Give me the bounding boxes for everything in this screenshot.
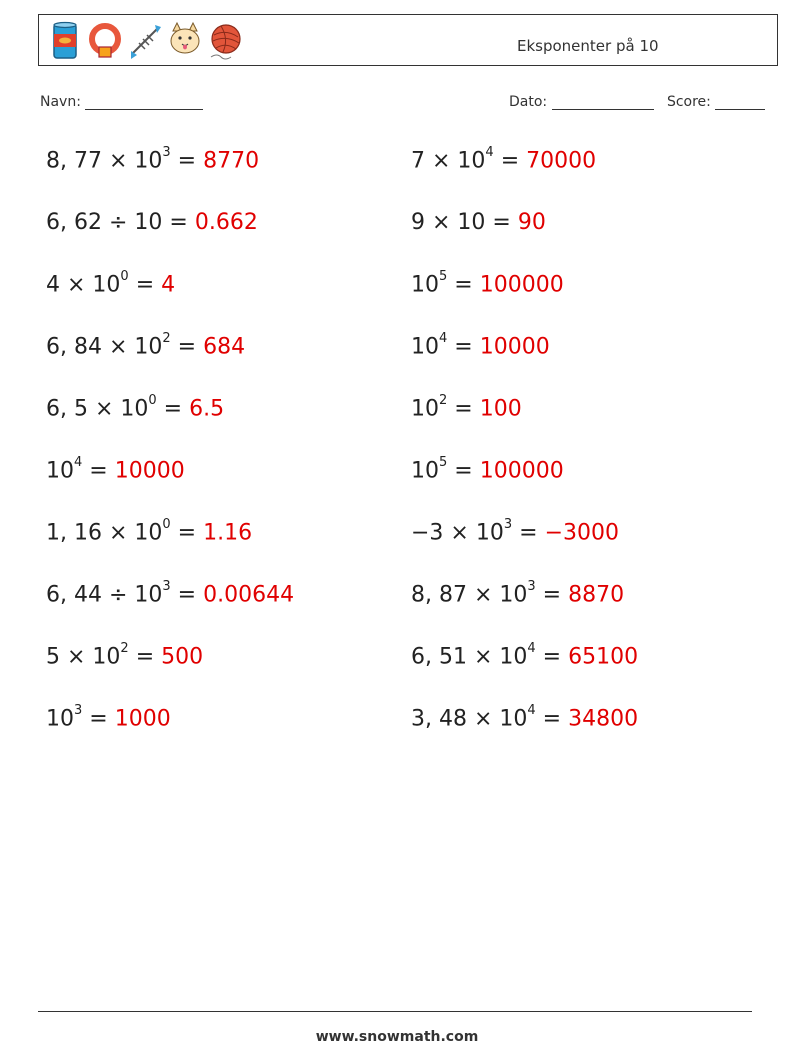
yarn-ball-icon	[207, 21, 243, 61]
name-label: Navn:	[40, 94, 81, 110]
problem-exponent: 4	[527, 703, 536, 718]
problem-exponent: 3	[503, 517, 513, 532]
header-box	[38, 14, 778, 66]
problem-expression: 6, 5 × 10	[46, 396, 149, 422]
problem-left-1	[46, 145, 260, 174]
problem-exponent: 4	[527, 641, 536, 656]
problem-exponent: 4	[74, 455, 83, 470]
problem-expression: 6, 44 ÷ 10	[46, 582, 163, 608]
equals-sign: =	[82, 458, 115, 484]
ring-icon	[87, 21, 123, 61]
problem-answer: 1000	[114, 706, 171, 732]
problem-right-7	[411, 517, 619, 546]
problem-exponent: 5	[439, 455, 448, 470]
problem-right-3	[411, 269, 564, 298]
problem-expression: 5 × 10	[46, 644, 121, 670]
problem-expression: −3 × 10	[411, 520, 504, 546]
equals-sign: =	[170, 520, 204, 546]
problem-answer: 100000	[479, 272, 564, 298]
problem-answer: 500	[161, 644, 204, 670]
equals-sign: =	[447, 458, 480, 484]
problem-exponent: 3	[162, 579, 171, 594]
problem-exponent: 3	[74, 703, 83, 718]
problem-answer: 8870	[568, 582, 625, 608]
problem-right-1	[411, 145, 597, 174]
equals-sign: =	[512, 520, 545, 546]
problem-exponent: 4	[485, 145, 494, 160]
problem-answer: 10000	[479, 334, 550, 360]
problem-answer: 1.16	[203, 520, 253, 546]
problem-answer: 0.662	[194, 210, 258, 235]
problem-answer: 684	[203, 334, 246, 360]
equals-sign: =	[493, 148, 527, 174]
problem-expression: 7 × 10	[411, 148, 486, 174]
date-label: Dato:	[509, 94, 548, 110]
equals-sign: =	[535, 582, 569, 608]
problem-expression: 9 × 10	[411, 210, 486, 235]
name-blank-line[interactable]	[85, 95, 203, 110]
problem-expression: 3, 48 × 10	[411, 706, 528, 732]
footer-divider	[38, 1011, 752, 1012]
problem-left-9	[46, 641, 204, 670]
problem-right-8	[411, 579, 625, 608]
equals-sign: =	[82, 706, 115, 732]
problem-left-5	[46, 393, 225, 422]
equals-sign: =	[447, 334, 480, 360]
problem-exponent: 2	[439, 393, 448, 408]
date-score-fields	[509, 94, 765, 110]
problem-left-7	[46, 517, 253, 546]
equals-sign: =	[447, 396, 480, 422]
equals-sign: =	[162, 210, 195, 235]
equals-sign: =	[128, 272, 162, 298]
score-blank-line[interactable]	[715, 95, 765, 110]
problem-answer: 34800	[568, 706, 639, 732]
problem-expression: 6, 51 × 10	[411, 644, 528, 670]
problem-answer: 100000	[479, 458, 564, 484]
problem-left-2	[46, 210, 258, 235]
problem-answer: 65100	[568, 644, 639, 670]
problem-left-6	[46, 455, 185, 484]
problem-exponent: 4	[439, 331, 448, 346]
problem-left-8	[46, 579, 295, 608]
problem-expression: 1, 16 × 10	[46, 520, 163, 546]
problem-right-2	[411, 210, 546, 235]
equals-sign: =	[170, 148, 204, 174]
problem-answer: 8770	[203, 148, 260, 174]
date-blank-line[interactable]	[552, 95, 654, 110]
equals-sign: =	[170, 334, 204, 360]
problem-exponent: 2	[120, 641, 129, 656]
problem-right-5	[411, 393, 522, 422]
problem-answer: −3000	[544, 520, 619, 546]
can-icon	[47, 21, 83, 61]
problem-expression: 6, 84 × 10	[46, 334, 163, 360]
problem-expression: 10	[46, 458, 74, 484]
footer-url: www.snowmath.com	[315, 1029, 479, 1045]
problem-answer: 90	[517, 210, 546, 235]
fishbone-icon	[127, 21, 163, 61]
problem-expression: 10	[46, 706, 74, 732]
name-field	[40, 94, 203, 110]
problem-exponent: 2	[162, 331, 171, 346]
equals-sign: =	[535, 644, 569, 670]
problem-answer: 4	[161, 272, 176, 298]
equals-sign: =	[535, 706, 569, 732]
problem-exponent: 5	[439, 269, 448, 284]
problem-exponent: 3	[162, 145, 171, 160]
problem-left-4	[46, 331, 246, 360]
equals-sign: =	[128, 644, 162, 670]
equals-sign: =	[156, 396, 190, 422]
problem-expression: 10	[411, 272, 439, 298]
problem-right-4	[411, 331, 550, 360]
equals-sign: =	[447, 272, 480, 298]
problem-left-3	[46, 269, 176, 298]
problem-right-6	[411, 455, 564, 484]
problem-answer: 10000	[114, 458, 185, 484]
problem-right-10	[411, 703, 639, 732]
worksheet-title: Eksponenter på 10	[517, 37, 659, 55]
problem-expression: 4 × 10	[46, 272, 121, 298]
problem-answer: 70000	[526, 148, 597, 174]
icon-strip	[47, 19, 243, 63]
problem-expression: 8, 87 × 10	[411, 582, 528, 608]
problem-expression: 8, 77 × 10	[46, 148, 163, 174]
problem-expression: 10	[411, 458, 439, 484]
equals-sign: =	[170, 582, 204, 608]
problem-exponent: 0	[120, 269, 129, 284]
problem-exponent: 0	[148, 393, 157, 408]
problem-exponent: 0	[162, 517, 171, 532]
problem-expression: 10	[411, 334, 439, 360]
equals-sign: =	[485, 210, 518, 235]
problem-exponent: 3	[527, 579, 536, 594]
problem-answer: 0.00644	[203, 582, 295, 608]
cat-face-icon	[167, 21, 203, 61]
problem-expression: 6, 62 ÷ 10	[46, 210, 163, 235]
problem-answer: 100	[479, 396, 522, 422]
problem-expression: 10	[411, 396, 439, 422]
score-label: Score:	[666, 94, 711, 110]
problem-answer: 6.5	[189, 396, 225, 422]
problem-right-9	[411, 641, 639, 670]
problem-left-10	[46, 703, 171, 732]
